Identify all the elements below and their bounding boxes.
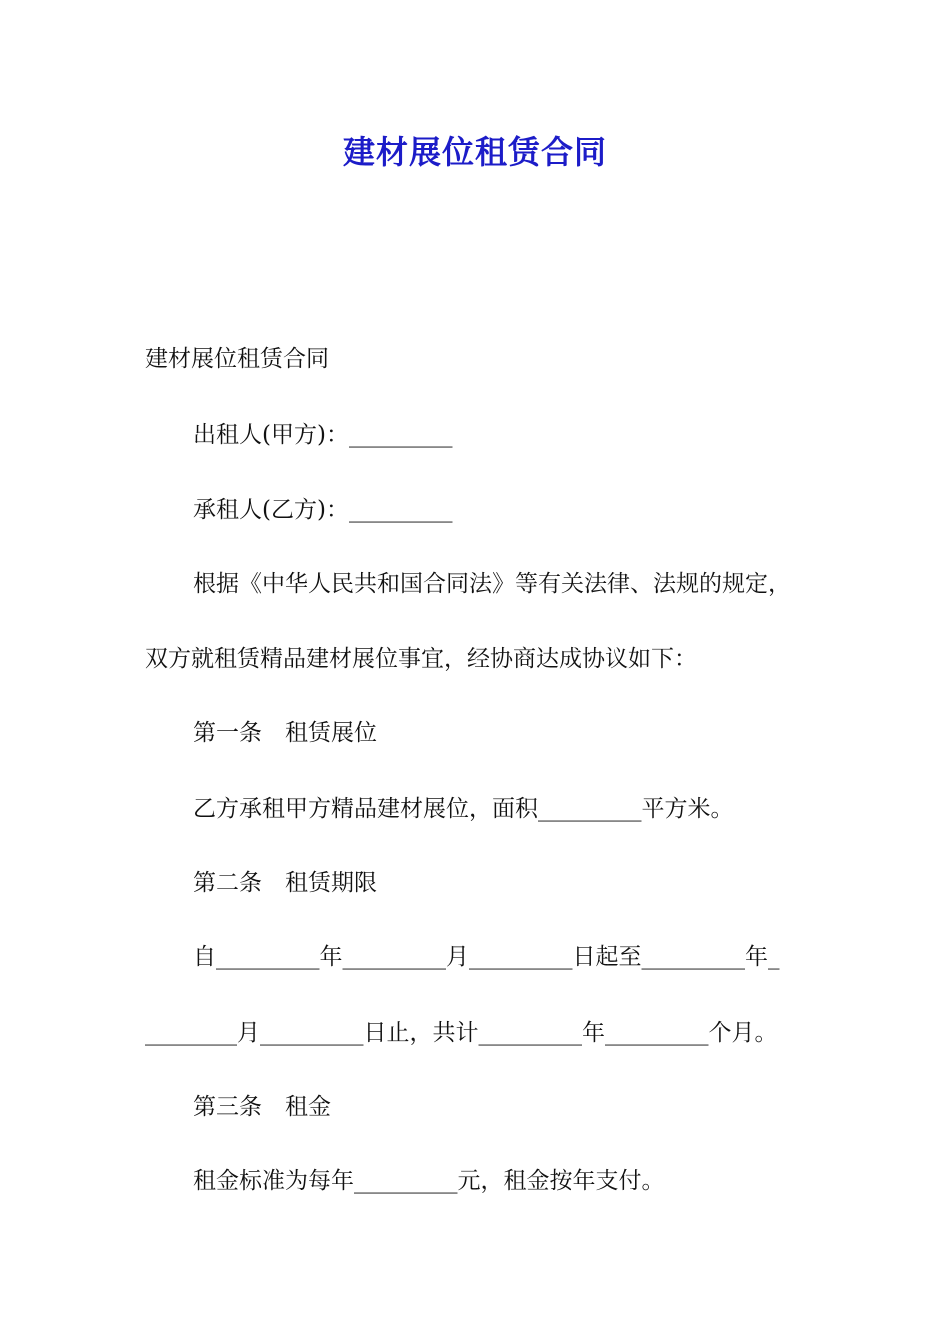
article-2-text-line-2: ________月_________日止，共计_________年_________个月。 [145,1020,778,1046]
document-title: 建材展位租赁合同 [342,133,607,171]
preamble-line-2: 双方就租赁精品建材展位事宜，经协商达成协议如下： [145,646,697,672]
article-2-text-line-1: 自_________年_________月_________日起至_________年_ [193,944,780,970]
article-3-text: 租金标准为每年_________元，租金按年支付。 [193,1168,665,1194]
article-1-heading: 第一条 租赁展位 [193,720,377,746]
subtitle-line: 建材展位租赁合同 [145,346,329,372]
preamble-line-1: 根据《中华人民共和国合同法》等有关法律、法规的规定， [193,571,791,597]
article-1-text: 乙方承租甲方精品建材展位，面积_________平方米。 [193,796,734,822]
lessee-line: 承租人(乙方)：_________ [193,497,453,523]
article-3-heading: 第三条 租金 [193,1094,331,1120]
lessor-line: 出租人(甲方)：_________ [193,422,453,448]
article-2-heading: 第二条 租赁期限 [193,870,377,896]
